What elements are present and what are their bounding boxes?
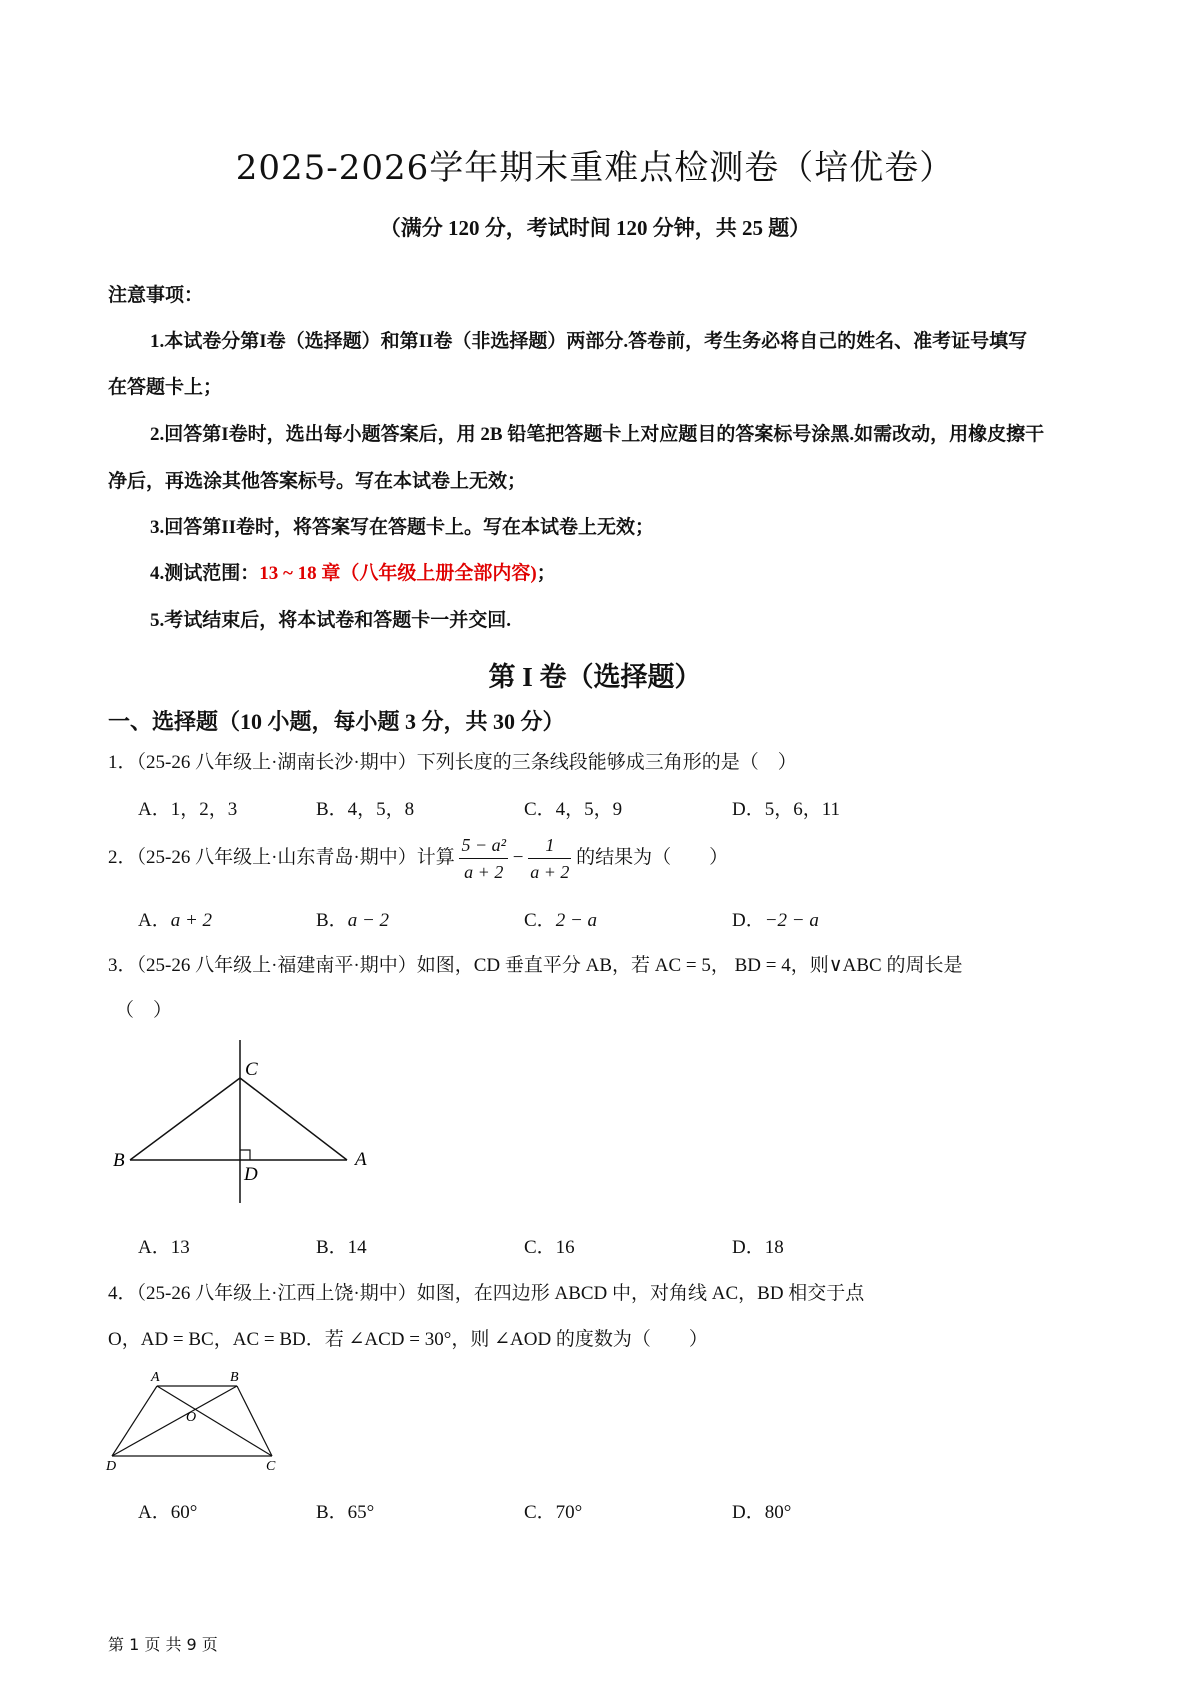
q2-option-b-label: B． xyxy=(316,910,348,931)
q1-option-a: A．1，2，3 xyxy=(138,799,238,820)
exam-title: 2025-2026学年期末重难点检测卷（培优卷） xyxy=(235,148,955,188)
note-3: 3.回答第II卷时，将答案写在答题卡上。写在本试卷上无效； xyxy=(150,517,655,538)
q3-segment-ca xyxy=(240,1078,347,1160)
q2-option-a-label: A． xyxy=(138,910,171,931)
note-4-suffix: ； xyxy=(536,563,556,584)
q2-fraction-2-denominator: a + 2 xyxy=(530,862,570,882)
q2-fraction-1 xyxy=(459,832,508,885)
q3-label-a: A xyxy=(355,1149,367,1170)
q3-right-angle-mark xyxy=(240,1150,250,1160)
q3-stem-line-1: 3．（25-26 八年级上·福建南平·期中）如图，CD 垂直平分 AB，若 AC = 5， BD = 4，则∨ABC 的周长是 xyxy=(108,955,963,976)
q4-segment-ad xyxy=(112,1386,157,1456)
q2-option-d-expr: −2 − a xyxy=(764,910,819,931)
q3-label-b: B xyxy=(113,1150,125,1171)
q2-stem-suffix: 的结果为（ ） xyxy=(576,846,729,868)
page-footer: 第 1 页 共 9 页 xyxy=(108,1635,218,1654)
q3-segment-bc xyxy=(130,1078,240,1160)
q2-option-a xyxy=(138,905,212,932)
q2-option-b xyxy=(316,905,389,932)
q1-stem: 1．（25-26 八年级上·湖南长沙·期中）下列长度的三条线段能够成三角形的是（ ） xyxy=(108,752,797,773)
q2-option-b-expr: a − 2 xyxy=(347,910,390,931)
q4-option-b: B．65° xyxy=(316,1502,375,1523)
q2-stem xyxy=(108,832,728,885)
q2-option-c-expr: 2 − a xyxy=(555,910,598,931)
q2-fraction-1-denominator: a + 2 xyxy=(464,862,504,882)
part-title: 一、选择题（10 小题，每小题 3 分，共 30 分） xyxy=(108,709,565,734)
q4-label-d: D xyxy=(106,1459,117,1473)
note-2-line-2: 净后，再选涂其他答案标号。写在本试卷上无效； xyxy=(108,471,527,492)
q2-option-c-label: C． xyxy=(524,910,556,931)
note-4 xyxy=(150,558,556,585)
q4-option-d: D．80° xyxy=(732,1502,792,1523)
q3-triangle-figure xyxy=(105,1035,385,1210)
q4-quadrilateral-figure xyxy=(102,1368,292,1473)
q4-stem-line-1: 4．（25-26 八年级上·江西上饶·期中）如图，在四边形 ABCD 中，对角线 AC，BD 相交于点 xyxy=(108,1283,865,1304)
q2-option-c xyxy=(524,905,597,932)
q3-label-c: C xyxy=(245,1059,258,1080)
q3-option-a: A．13 xyxy=(138,1237,190,1258)
q2-option-a-expr: a + 2 xyxy=(170,910,213,931)
q2-option-d-label: D． xyxy=(732,910,765,931)
q2-fraction-2 xyxy=(528,832,571,885)
q1-option-b: B．4，5，8 xyxy=(316,799,415,820)
q1-option-d: D．5，6，11 xyxy=(732,799,841,820)
q3-option-b: B．14 xyxy=(316,1237,367,1258)
q2-fraction-1-numerator: 5 − a² xyxy=(459,832,508,859)
q3-stem-line-2: （ ） xyxy=(115,1000,173,1021)
q4-label-b: B xyxy=(230,1370,239,1385)
note-4-scope: 13 ~ 18 章（八年级上册全部内容) xyxy=(259,563,537,584)
notes-heading: 注意事项： xyxy=(108,285,204,306)
q3-option-d: D．18 xyxy=(732,1237,784,1258)
q3-label-d: D xyxy=(244,1164,258,1185)
q4-label-c: C xyxy=(266,1459,276,1473)
section-title: 第 I 卷（选择题） xyxy=(488,662,702,692)
q2-minus: − xyxy=(512,846,524,868)
note-1-line-1: 1.本试卷分第I卷（选择题）和第II卷（非选择题）两部分.答卷前，考生务必将自己的姓名、准考证号填写 xyxy=(150,331,1028,352)
q4-label-a: A xyxy=(151,1370,160,1385)
q2-option-d xyxy=(732,905,819,932)
q1-option-c: C．4，5，9 xyxy=(524,799,623,820)
note-4-prefix: 4.测试范围： xyxy=(150,563,260,584)
exam-subtitle: （满分 120 分，考试时间 120 分钟，共 25 题） xyxy=(379,216,811,240)
q4-label-o: O xyxy=(186,1410,197,1425)
q4-option-c: C．70° xyxy=(524,1502,583,1523)
q3-option-c: C．16 xyxy=(524,1237,575,1258)
q2-stem-prefix: 2．（25-26 八年级上·山东青岛·期中）计算 xyxy=(108,846,455,868)
q4-option-a: A．60° xyxy=(138,1502,198,1523)
note-2-line-1: 2.回答第I卷时，选出每小题答案后，用 2B 铅笔把答题卡上对应题目的答案标号涂黑.如需改动，用橡皮擦干 xyxy=(150,424,1045,445)
q2-fraction-2-numerator: 1 xyxy=(528,832,571,859)
note-1-line-2: 在答题卡上； xyxy=(108,377,223,398)
note-5: 5.考试结束后，将本试卷和答题卡一并交回. xyxy=(150,610,512,631)
q4-stem-line-2: O，AD = BC，AC = BD．若 ∠ACD = 30°，则 ∠AOD 的度数为（ ） xyxy=(108,1329,708,1350)
